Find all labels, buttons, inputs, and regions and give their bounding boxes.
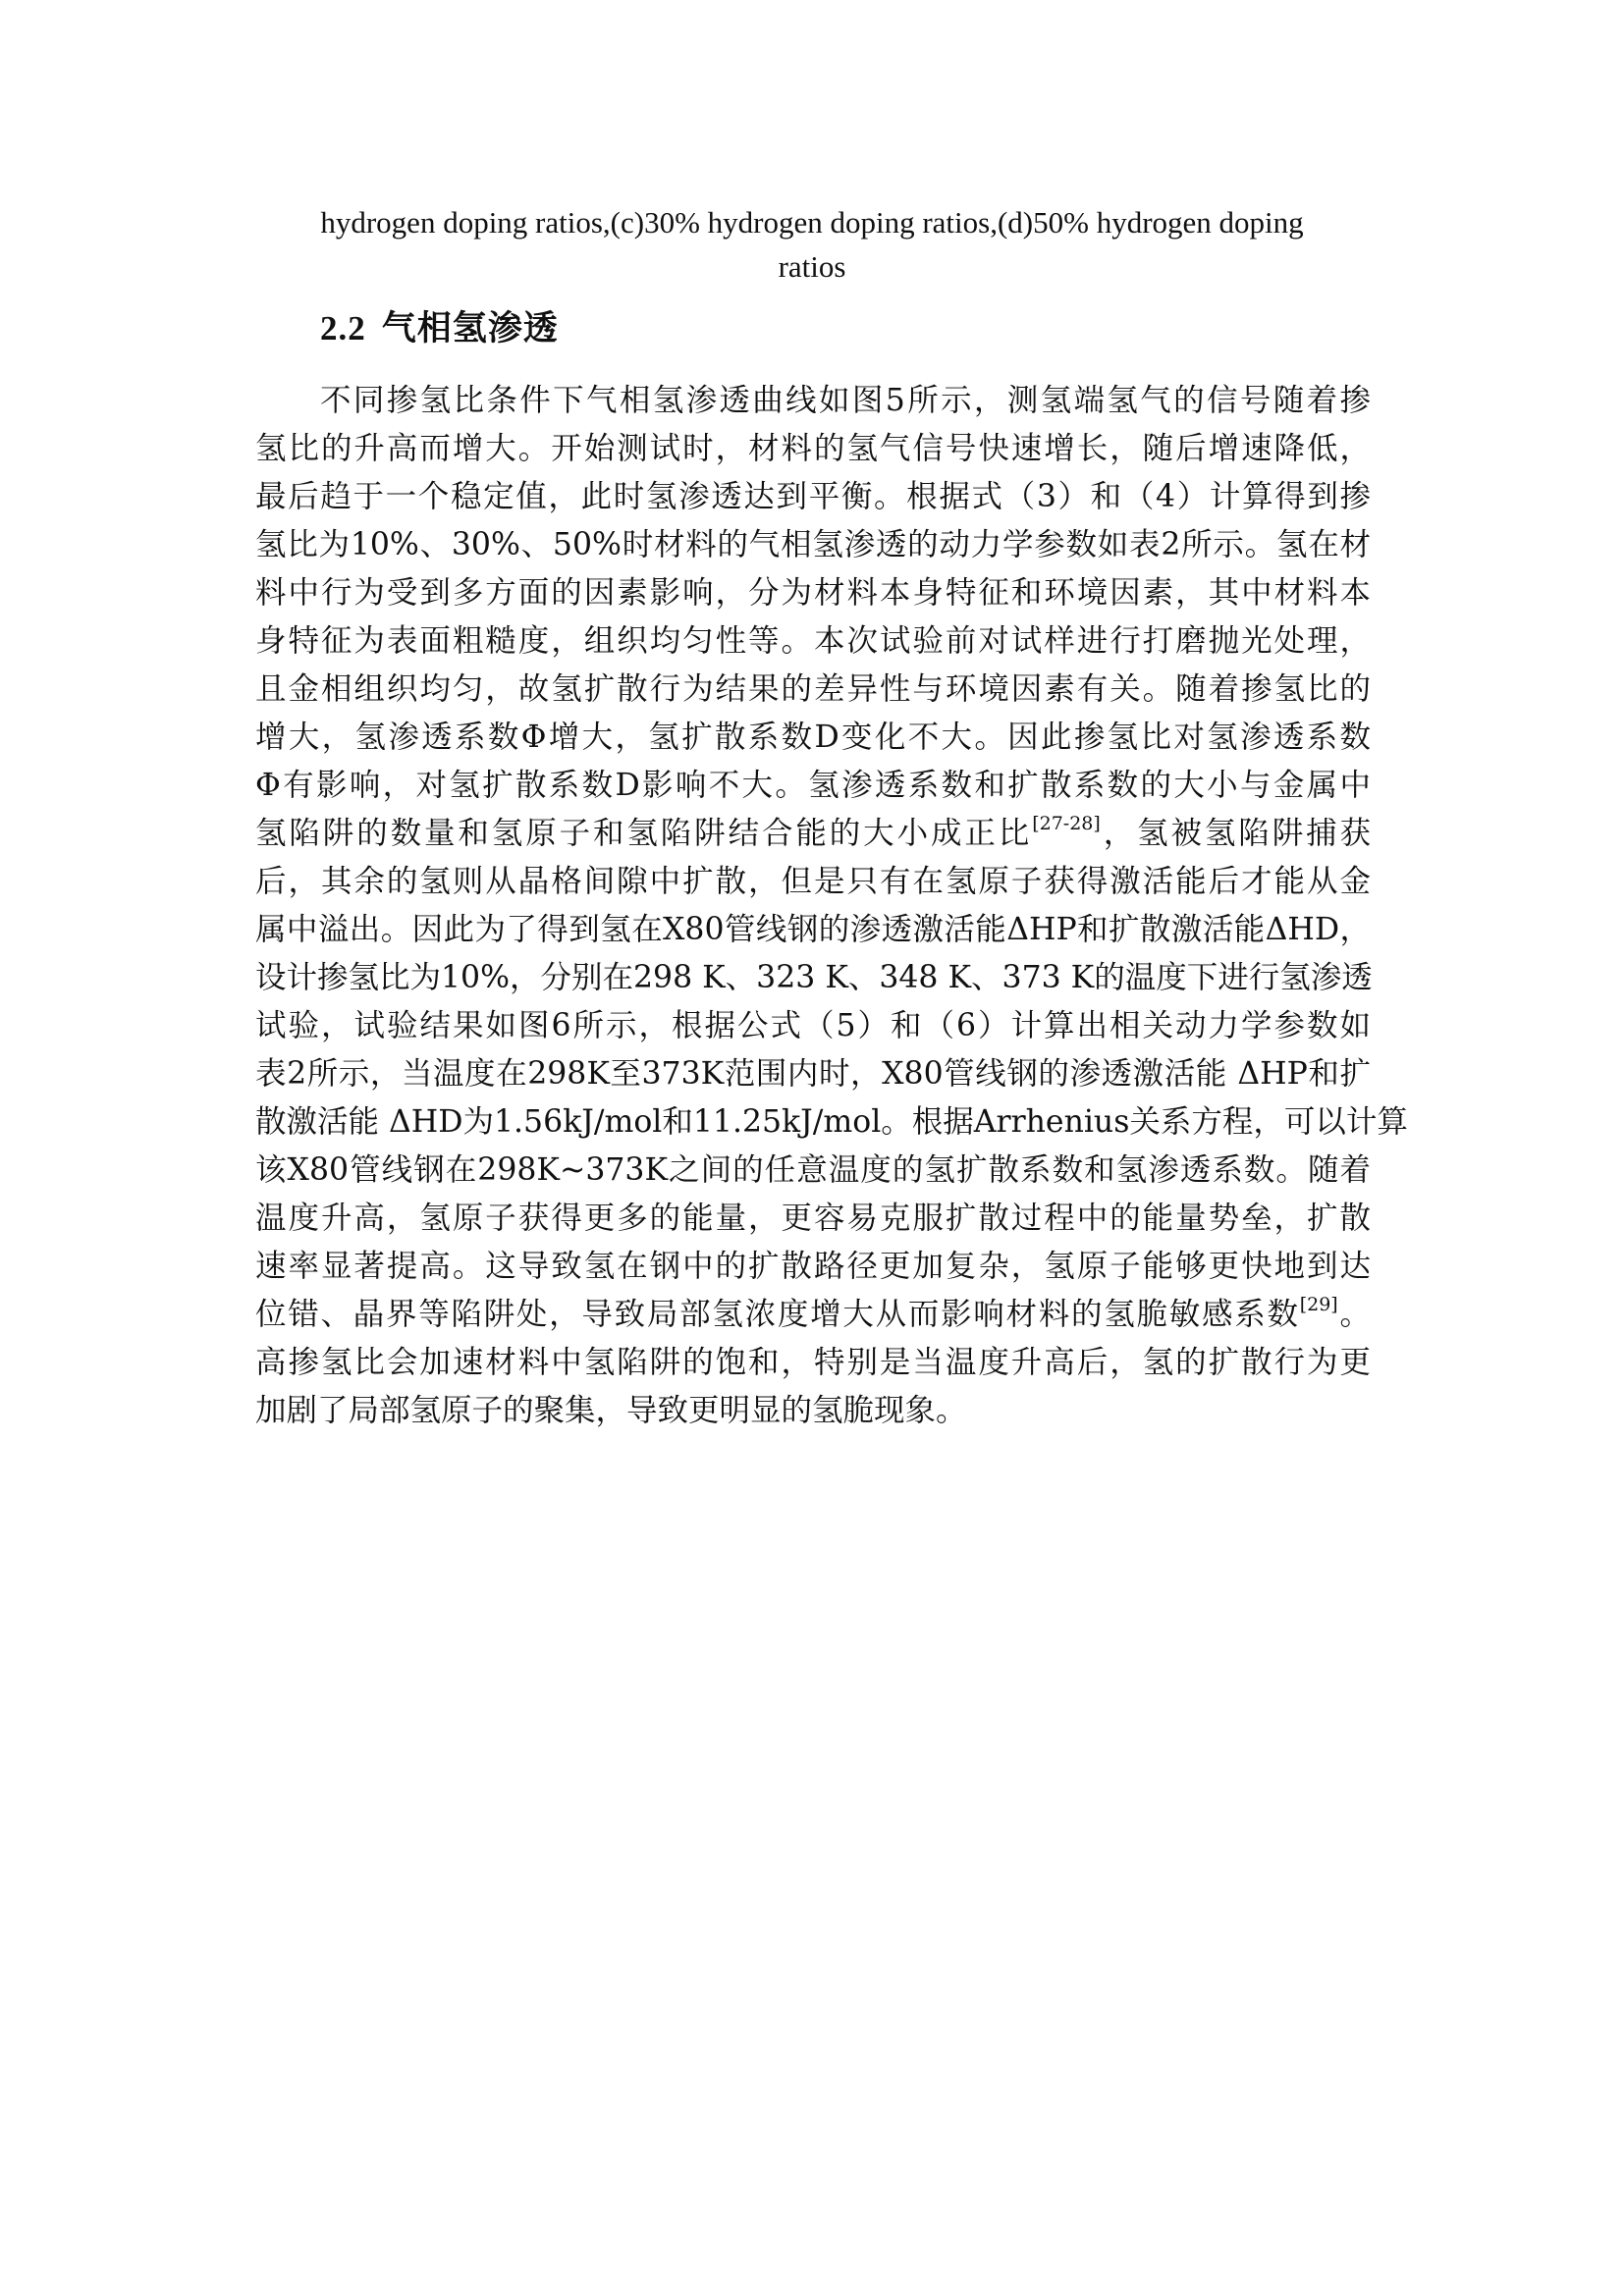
paragraph-text: 。	[1337, 1297, 1371, 1332]
paragraph-line: 散激活能 ΔHD为1.56kJ/mol和11.25kJ/mol。根据Arrhenius关系方程，可以计算	[255, 1104, 1408, 1140]
paragraph-line: 最后趋于一个稳定值，此时氢渗透达到平衡。根据式（3）和（4）计算得到掺	[255, 479, 1371, 514]
paragraph-line: 表2所示，当温度在298K至373K范围内时，X80管线钢的渗透激活能 ΔHP和扩	[255, 1056, 1371, 1092]
paragraph-line: 氢比的升高而增大。开始测试时，材料的氢气信号快速增长，随后增速降低，	[255, 431, 1371, 466]
body-paragraph	[255, 377, 1408, 1435]
section-heading	[320, 304, 559, 353]
paragraph-line: 不同掺氢比条件下气相氢渗透曲线如图5所示，测氢端氢气的信号随着掺	[320, 383, 1371, 418]
paragraph-line: 料中行为受到多方面的因素影响，分为材料本身特征和环境因素，其中材料本	[255, 575, 1371, 611]
section-title: 气相氢渗透	[381, 309, 559, 348]
paragraph-line: 身特征为表面粗糙度，组织均匀性等。本次试验前对试样进行打磨抛光处理，	[255, 623, 1371, 659]
paragraph-line: 高掺氢比会加速材料中氢陷阱的饱和，特别是当温度升高后，氢的扩散行为更	[255, 1345, 1371, 1380]
paragraph-line: 加剧了局部氢原子的聚集，导致更明显的氢脆现象。	[255, 1393, 967, 1428]
paragraph-line-with-citation	[255, 810, 1371, 858]
paragraph-text: 氢陷阱的数量和氢原子和氢陷阱结合能的大小成正比	[255, 816, 1033, 851]
citation-superscript: [29]	[1299, 1294, 1338, 1315]
paragraph-line: 试验，试验结果如图6所示，根据公式（5）和（6）计算出相关动力学参数如	[255, 1008, 1371, 1043]
paragraph-line-with-citation	[255, 1291, 1371, 1339]
paragraph-line: 设计掺氢比为10%，分别在298 K、323 K、348 K、373 K的温度下进行氢渗透	[255, 960, 1373, 995]
paragraph-line: 氢比为10%、30%、50%时材料的气相氢渗透的动力学参数如表2所示。氢在材	[255, 527, 1371, 562]
paragraph-line: 该X80管线钢在298K~373K之间的任意温度的氢扩散系数和氢渗透系数。随着	[255, 1152, 1371, 1188]
paragraph-text: ，氢被氢陷阱捕获	[1100, 816, 1371, 851]
paragraph-text: 位错、晶界等陷阱处，导致局部氢浓度增大从而影响材料的氢脆敏感系数	[255, 1297, 1300, 1332]
citation-superscript: [27-28]	[1032, 813, 1101, 834]
figure-caption-line-1: hydrogen doping ratios,(c)30% hydrogen doping ratios,(d)50% hydrogen doping	[320, 205, 1304, 240]
paragraph-line: 且金相组织均匀，故氢扩散行为结果的差异性与环境因素有关。随着掺氢比的	[255, 671, 1371, 707]
paragraph-line: 增大，氢渗透系数Φ增大，氢扩散系数D变化不大。因此掺氢比对氢渗透系数	[255, 720, 1371, 755]
paragraph-line: 速率显著提高。这导致氢在钢中的扩散路径更加复杂，氢原子能够更快地到达	[255, 1249, 1371, 1284]
section-number: 2.2	[320, 309, 366, 347]
paragraph-line: 温度升高，氢原子获得更多的能量，更容易克服扩散过程中的能量势垒，扩散	[255, 1201, 1371, 1236]
paragraph-line: Φ有影响，对氢扩散系数D影响不大。氢渗透系数和扩散系数的大小与金属中	[255, 768, 1371, 803]
figure-caption-line-2: ratios	[778, 249, 846, 284]
paragraph-line: 后，其余的氢则从晶格间隙中扩散，但是只有在氢原子获得激活能后才能从金	[255, 864, 1371, 899]
paragraph-line: 属中溢出。因此为了得到氢在X80管线钢的渗透激活能ΔHP和扩散激活能ΔHD，	[255, 912, 1371, 947]
